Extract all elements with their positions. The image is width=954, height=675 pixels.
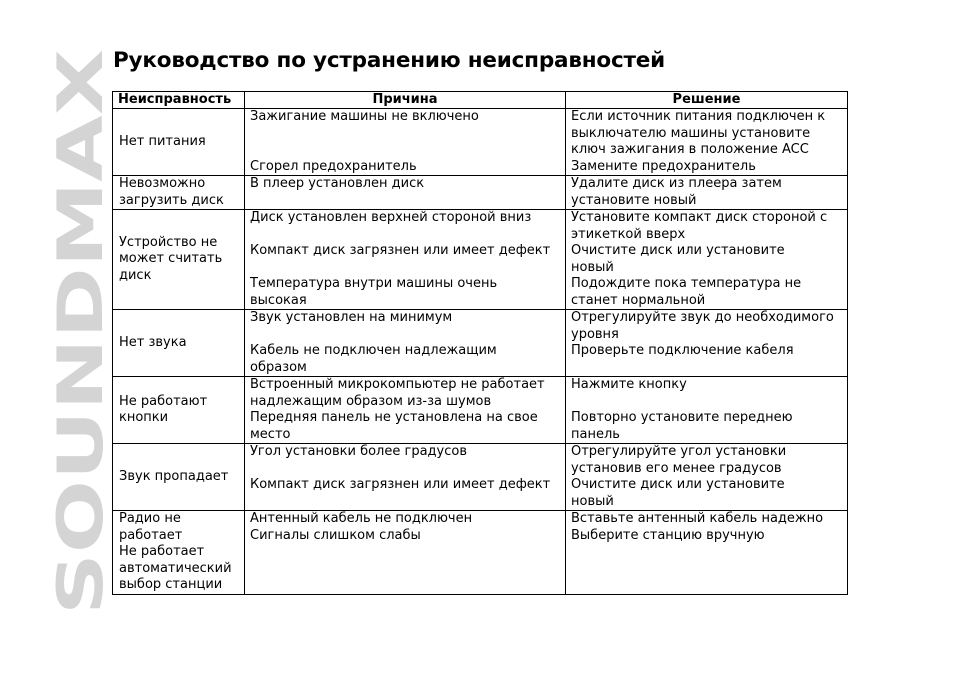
cell-line: Удалите диск из плеера затем xyxy=(571,176,782,191)
cell-line: Нет питания xyxy=(119,133,206,149)
cause-cell xyxy=(245,109,566,176)
cell-line: выбор станции xyxy=(119,577,223,592)
cell-line: Не работают xyxy=(119,393,208,409)
cause-cell xyxy=(245,210,566,310)
cell-line: Зажигание машины не включено xyxy=(250,109,479,124)
table-row xyxy=(113,444,848,511)
issue-cell xyxy=(113,377,245,444)
cell-line: загрузить диск xyxy=(119,192,224,208)
table-row xyxy=(113,511,848,595)
cell-line: станет нормальной xyxy=(571,292,706,308)
table-row xyxy=(113,310,848,377)
cell-line: уровня xyxy=(571,326,619,342)
cell-line: ключ зажигания в положение ACC xyxy=(571,142,809,157)
issue-cell xyxy=(113,176,245,210)
solution-cell xyxy=(566,210,848,310)
table-row xyxy=(113,176,848,210)
cause-cell xyxy=(245,377,566,444)
cell-line: установите новый xyxy=(571,192,697,208)
cell-line: установив его менее градусов xyxy=(571,460,782,476)
cell-line: Устройство не xyxy=(119,234,218,250)
cell-line: Отрегулируйте звук до необходимого xyxy=(571,310,834,325)
solution-cell xyxy=(566,444,848,511)
solution-cell xyxy=(566,511,848,595)
cell-line: Нет звука xyxy=(119,334,187,350)
cell-line: Очистите диск или установите xyxy=(571,243,785,258)
cell-line: Если источник питания подключен к xyxy=(571,109,826,124)
brand-watermark xyxy=(44,47,117,615)
cell-line xyxy=(250,142,560,159)
cell-line: Звук пропадает xyxy=(119,468,229,484)
brand-watermark-text: SOUNDMAX xyxy=(44,206,117,615)
cell-line: высокая xyxy=(250,292,307,308)
column-header-solution: Решение xyxy=(566,92,848,109)
issue-cell xyxy=(113,210,245,310)
cell-line: Повторно установите переднею xyxy=(571,410,793,425)
cell-line: Не работает xyxy=(119,544,205,559)
cell-line: образом xyxy=(250,359,307,375)
cell-line: В плеер установлен диск xyxy=(250,176,425,191)
column-header-cause: Причина xyxy=(245,92,566,109)
cell-line: Вставьте антенный кабель надежно xyxy=(571,511,824,526)
cause-cell xyxy=(245,444,566,511)
cause-cell xyxy=(245,176,566,210)
cell-line: Сгорел предохранитель xyxy=(250,158,417,174)
troubleshooting-table xyxy=(112,91,848,595)
cell-line: новый xyxy=(571,493,614,509)
cell-line: Температура внутри машины очень xyxy=(250,276,498,291)
issue-cell xyxy=(113,310,245,377)
solution-cell xyxy=(566,377,848,444)
cell-line: новый xyxy=(571,259,614,275)
table-row xyxy=(113,377,848,444)
cell-line: Проверьте подключение кабеля xyxy=(571,343,794,358)
cell-line xyxy=(250,126,560,143)
cell-line: Подождите пока температура не xyxy=(571,276,802,291)
cell-line: панель xyxy=(571,426,620,442)
cause-cell xyxy=(245,310,566,377)
table-row xyxy=(113,210,848,310)
cell-line xyxy=(250,327,560,344)
cell-line: Компакт диск загрязнен или имеет дефект xyxy=(250,243,551,258)
cell-line: надлежащим образом из-за шумов xyxy=(250,393,492,409)
cell-line xyxy=(250,461,560,478)
cell-line: может считать xyxy=(119,251,223,267)
cell-line xyxy=(250,260,560,277)
cell-line: кнопки xyxy=(119,410,169,425)
cell-line: Встроенный микрокомпьютер не работает xyxy=(250,377,545,392)
cell-line: Звук установлен на минимум xyxy=(250,310,453,325)
cell-line: Сигналы слишком слабы xyxy=(250,527,421,543)
cell-line: работает xyxy=(119,527,183,543)
cause-cell xyxy=(245,511,566,595)
solution-cell xyxy=(566,176,848,210)
cell-line: Кабель не подключен надлежащим xyxy=(250,343,497,358)
issue-cell xyxy=(113,444,245,511)
cell-line: Антенный кабель не подключен xyxy=(250,511,473,526)
cell-line: Угол установки более градусов xyxy=(250,444,467,459)
cell-line: Установите компакт диск стороной с xyxy=(571,210,828,225)
cell-line xyxy=(250,227,560,244)
cell-line: Радио не xyxy=(119,511,181,526)
cell-line: автоматический xyxy=(119,560,232,576)
cell-line: место xyxy=(250,426,291,442)
cell-line: Передняя панель не установлена на свое xyxy=(250,410,538,425)
cell-line: диск xyxy=(119,267,152,283)
cell-line: Компакт диск загрязнен или имеет дефект xyxy=(250,477,551,492)
cell-line: Очистите диск или установите xyxy=(571,477,785,492)
cell-line: Диск установлен верхней стороной вниз xyxy=(250,210,532,225)
cell-line: Выберите станцию вручную xyxy=(571,527,765,543)
cell-line: Отрегулируйте угол установки xyxy=(571,444,787,459)
cell-line: Невозможно xyxy=(119,176,206,191)
cell-line xyxy=(571,394,842,411)
solution-cell xyxy=(566,310,848,377)
solution-cell xyxy=(566,109,848,176)
page-title: Руководство по устранению неисправностей xyxy=(113,48,665,73)
table-header-row xyxy=(113,92,848,109)
column-header-issue: Неисправность xyxy=(113,92,245,109)
cell-line: выключателю машины установите xyxy=(571,125,811,141)
issue-cell xyxy=(113,511,245,595)
cell-line: Нажмите кнопку xyxy=(571,377,687,392)
cell-line: Замените предохранитель xyxy=(571,158,756,174)
issue-cell xyxy=(113,109,245,176)
cell-line: этикеткой вверх xyxy=(571,226,686,242)
table-row xyxy=(113,109,848,176)
